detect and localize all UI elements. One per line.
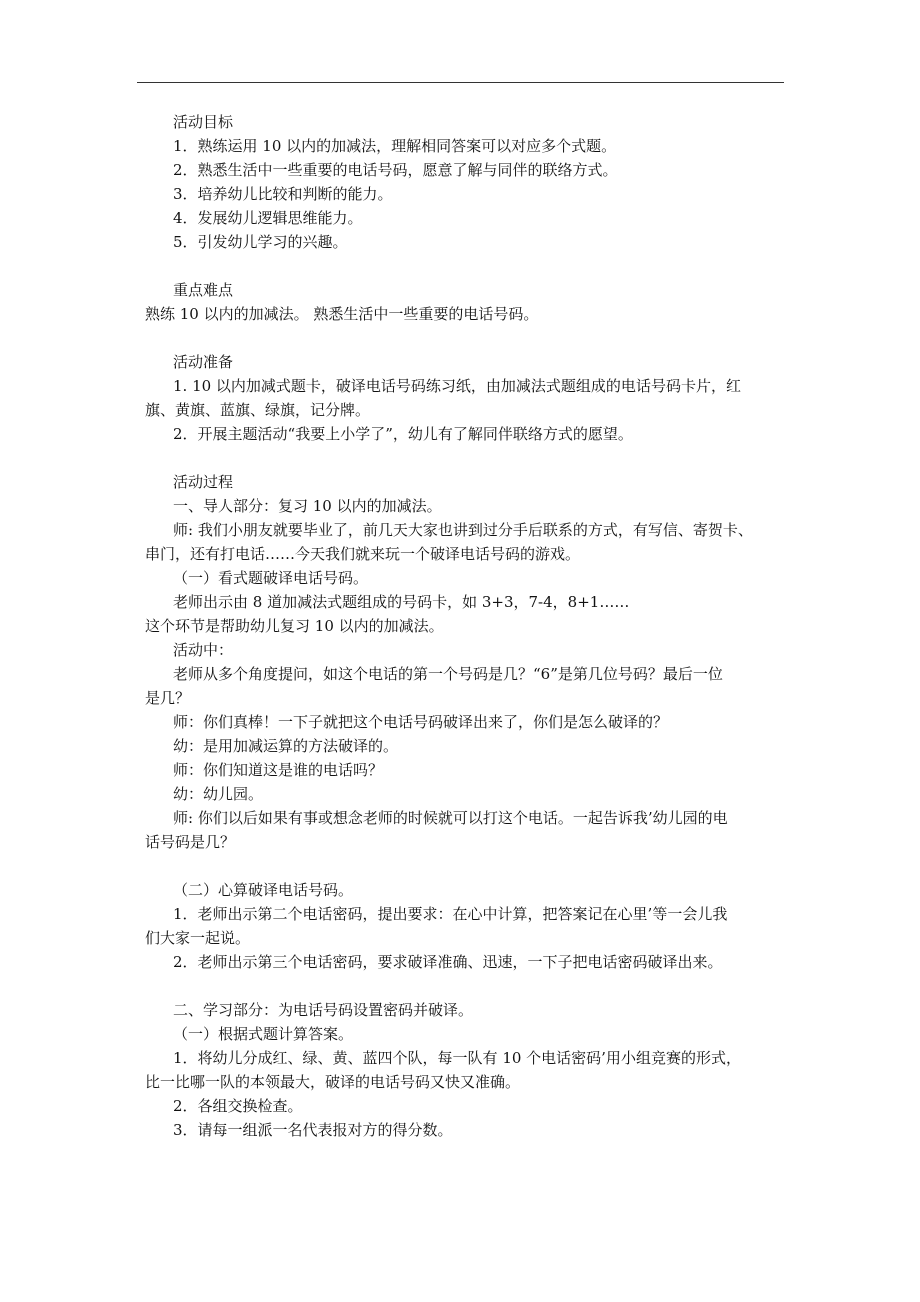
prep-heading: 活动准备 [173,353,234,371]
document-body [145,110,785,1142]
process-heading: 活动过程 [173,473,234,491]
header-rule [137,82,784,83]
focus-text: 熟练 10 以内的加减法。 熟悉生活中一些重要的电话号码。 [145,305,539,323]
goal-item: 3．培养幼儿比较和判断的能力。 [173,185,393,203]
paragraph: 一、导人部分：复习 10 以内的加减法。 [173,497,442,515]
goal-item: 4．发展幼儿逻辑思维能力。 [173,209,363,227]
paragraph: 老师出示由 8 道加减法式题组成的号码卡，如 3+3，7-4，8+1…… [173,593,630,611]
goals-heading: 活动目标 [173,113,234,131]
paragraph: （一）根据式题计算答案。 [173,1025,354,1043]
paragraph: 师: 你们以后如果有事或想念老师的时候就可以打这个电话。一起告诉我’幼儿园的电 [173,809,728,827]
prep-item: 2．开展主题活动“我要上小学了”，幼儿有了解同伴联络方式的愿望。 [173,425,633,443]
paragraph-cont: 们大家一起说。 [145,929,251,947]
paragraph-cont: 话号码是几？ [145,833,236,851]
goal-item: 1．熟练运用 10 以内的加减法，理解相同答案可以对应多个式题。 [173,137,617,155]
paragraph: 幼：是用加减运算的方法破译的。 [173,737,399,755]
paragraph: 活动中： [173,641,234,659]
goal-item: 5．引发幼儿学习的兴趣。 [173,233,348,251]
paragraph: 1．老师出示第二个电话密码，提出要求：在心中计算，把答案记在心里’等一会儿我 [173,905,728,923]
goal-item: 2．熟悉生活中一些重要的电话号码，愿意了解与同伴的联络方式。 [173,161,618,179]
paragraph: 师: 我们小朋友就要毕业了，前几天大家也讲到过分手后联系的方式，有写信、寄贺卡、 [173,521,753,539]
paragraph-cont: 是几？ [145,689,191,707]
paragraph: 这个环节是帮助幼儿复习 10 以内的加减法。 [145,617,444,635]
paragraph: 老师从多个角度提问，如这个电话的第一个号码是几？“6”是第几位号码？最后一位 [173,665,723,683]
paragraph: 师：你们真棒！一下子就把这个电话号码破译出来了，你们是怎么破译的？ [173,713,669,731]
paragraph: （一）看式题破译电话号码。 [173,569,369,587]
prep-item-cont: 旗、黄旗、蓝旗、绿旗，记分牌。 [145,401,371,419]
paragraph: 幼：幼儿园。 [173,785,264,803]
paragraph: 师：你们知道这是谁的电话吗？ [173,761,384,779]
paragraph: 二、学习部分：为电话号码设置密码并破译。 [173,1001,474,1019]
paragraph: 3．请每一组派一名代表报对方的得分数。 [173,1121,453,1139]
paragraph-cont: 比一比哪一队的本领最大，破译的电话号码又快又准确。 [145,1073,521,1091]
paragraph: 2．老师出示第三个电话密码，要求破译准确、迅速，一下子把电话密码破译出来。 [173,953,723,971]
prep-item: 1. 10 以内加减式题卡，破译电话号码练习纸，由加减法式题组成的电话号码卡片，红 [173,377,741,395]
paragraph: 2．各组交换检查。 [173,1097,303,1115]
focus-heading: 重点难点 [173,281,234,299]
paragraph: （二）心算破译电话号码。 [173,881,354,899]
paragraph: 1．将幼儿分成红、绿、黄、蓝四个队，每一队有 10 个电话密码’用小组竞赛的形式， [173,1049,741,1067]
paragraph-cont: 串门，还有打电话……今天我们就来玩一个破译电话号码的游戏。 [145,545,581,563]
